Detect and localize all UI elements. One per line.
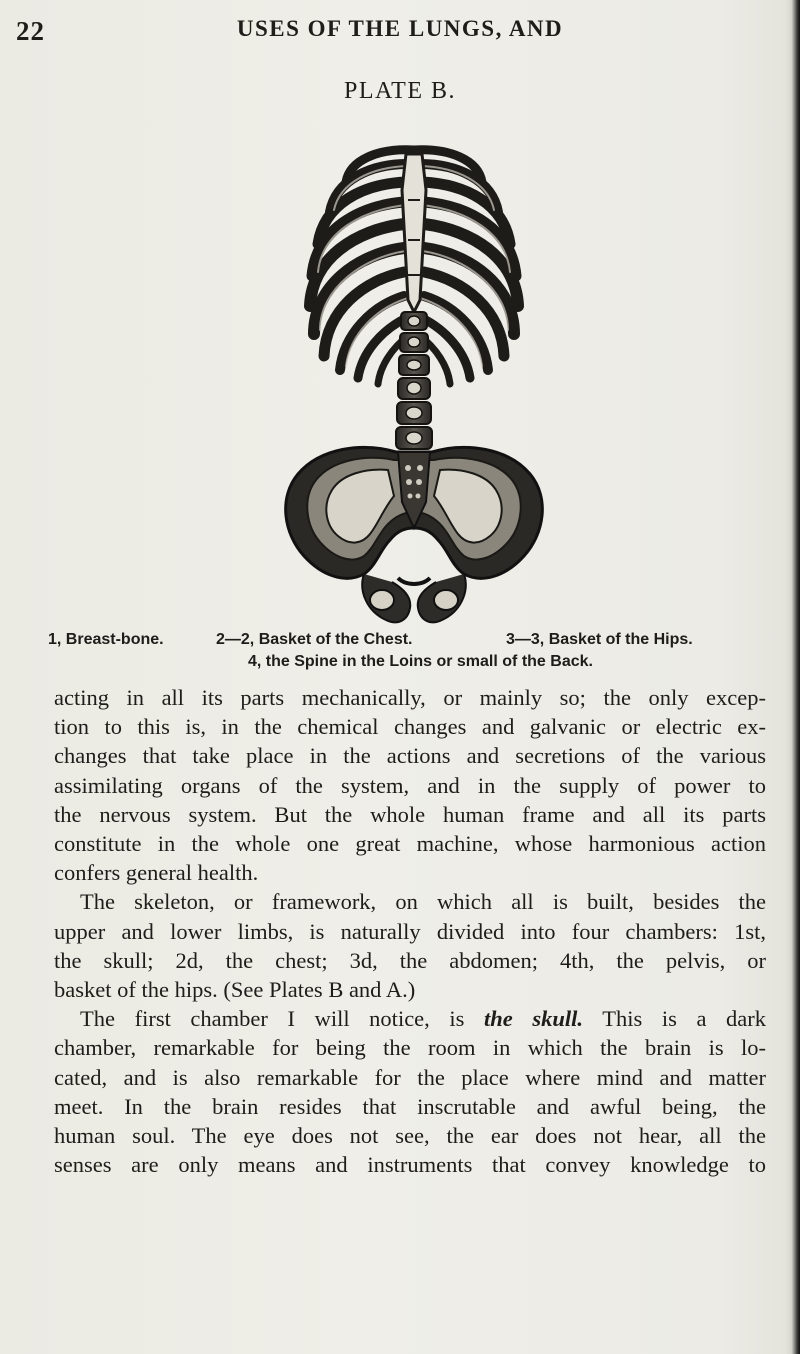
- caption-breast-bone: 1, Breast-bone.: [48, 631, 164, 648]
- text-line: cated, and is also remarkable for the place where mind and matter: [54, 1064, 766, 1090]
- plate-caption: [40, 629, 760, 673]
- text-line-paragraph-start: [54, 1004, 766, 1033]
- text-line: meet. In the brain resides that inscrutable and awful being, the: [54, 1093, 766, 1119]
- text-line: confers general health.: [54, 860, 259, 886]
- text-fragment: The first chamber I will notice, is: [80, 1006, 485, 1032]
- text-line: constitute in the whole one great machine, whose harmonious action: [54, 831, 766, 857]
- text-line: basket of the hips. (See Plates B and A.): [54, 977, 416, 1003]
- text-line: upper and lower limbs, is naturally divided into four chambers: 1st,: [54, 918, 766, 944]
- text-line: tion to this is, in the chemical changes and galvanic or electric ex-: [54, 714, 766, 740]
- text-line: senses are only means and instruments that convey knowledge to: [54, 1152, 766, 1178]
- caption-spine-in-loins: 4, the Spine in the Loins or small of the Back.: [248, 653, 593, 670]
- text-line: the nervous system. But the whole human frame and all its parts: [54, 801, 766, 827]
- text-line: acting in all its parts mechanically, or mainly so; the only excep-: [54, 685, 766, 710]
- text-line: human soul. The eye does not see, the ear does not hear, all the: [54, 1123, 766, 1149]
- page-edge-shadow: [786, 0, 800, 1354]
- text-fragment: This is a dark: [583, 1006, 767, 1032]
- text-line: the skull; 2d, the chest; 3d, the abdomen; 4th, the pelvis, or: [54, 947, 766, 973]
- skeleton-torso-illustration: [258, 130, 570, 630]
- text-line: The skeleton, or framework, on which all is built, besides the: [80, 889, 766, 915]
- caption-basket-of-hips: 3—3, Basket of the Hips.: [506, 631, 693, 648]
- text-line: chamber, remarkable for being the room in which the brain is lo-: [54, 1035, 766, 1061]
- plate-title: PLATE B.: [343, 78, 456, 104]
- text-line: changes that take place in the actions and secretions of the various: [54, 743, 766, 769]
- page-number: 22: [16, 16, 45, 46]
- caption-basket-of-chest: 2—2, Basket of the Chest.: [216, 631, 413, 648]
- text-line: assimilating organs of the system, and in the supply of power to: [54, 772, 766, 798]
- body-text: [54, 683, 766, 1179]
- running-head: USES OF THE LUNGS, AND: [236, 16, 564, 41]
- italic-term-skull: the skull.: [484, 1006, 584, 1032]
